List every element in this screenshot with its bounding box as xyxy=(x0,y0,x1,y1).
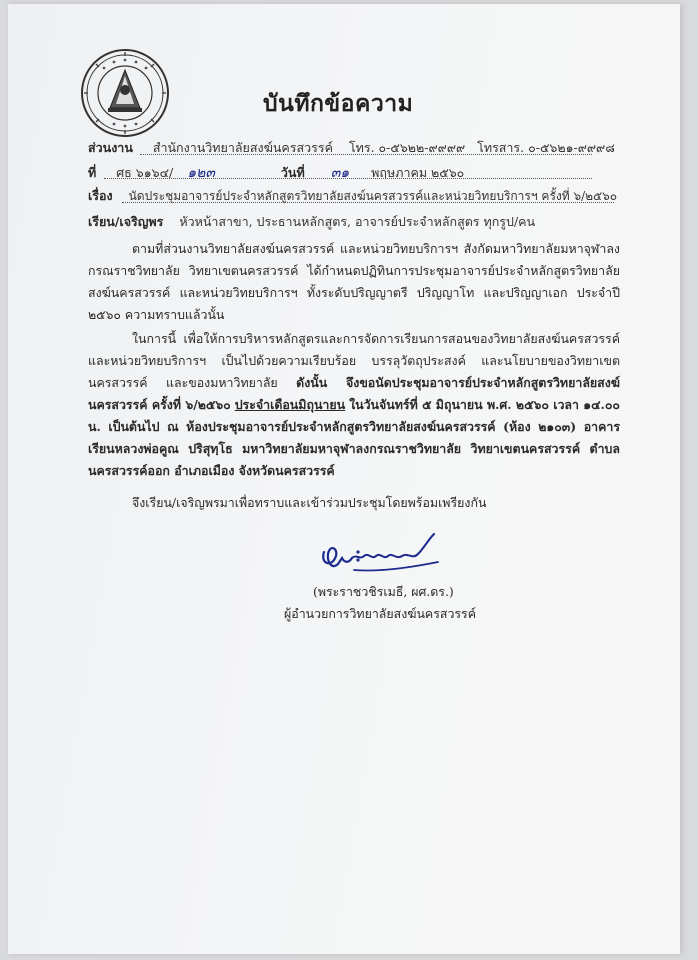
paragraph-meeting xyxy=(88,328,620,482)
paragraph-2-intro: ในการนี้ เพื่อให้การบริหารหลักสูตรและการจัดการเรียนการสอนของวิทยาลัยสงฆ์นครสวรรค์และหน่วยวิทยบริการฯ เป็นไปด้วยความเรียบร้อย บรรลุวัตถุประสงค์ และนโยบายของวิทยาเขตนครสวรรค์ และของมหาวิทยาลัย xyxy=(88,331,620,390)
date-label: วันที่ xyxy=(280,165,305,180)
subject-value: นัดประชุมอาจารย์ประจำหลักสูตรวิทยาลัยสงฆ์นครสวรรค์และหน่วยวิทยบริการฯ ครั้งที่ ๖/๒๕๖๐ xyxy=(128,189,618,203)
recipient-row xyxy=(88,212,535,232)
signatory-position: ผู้อำนวยการวิทยาลัยสงฆ์นครสวรรค์ xyxy=(284,606,477,621)
subject-row xyxy=(88,186,617,206)
recipient-value: หัวหน้าสาขา, ประธานหลักสูตร, อาจารย์ประจำหลักสูตร ทุกรูป/คน xyxy=(179,214,536,229)
paragraph-2-month: ประจำเดือนมิถุนายน xyxy=(234,397,346,412)
ref-underline xyxy=(104,178,592,179)
subject-underline xyxy=(122,202,614,203)
fax-number: โทรสาร. ๐-๕๖๒๑-๙๙๙๘ xyxy=(477,140,615,155)
section-value: สำนักงานวิทยาลัยสงฆ์นครสวรรค์ xyxy=(152,140,333,155)
ref-value: ศธ ๖๑๖๔/ xyxy=(116,165,174,180)
subject-label: เรื่อง xyxy=(88,188,113,203)
recipient-label: เรียน/เจริญพร xyxy=(88,214,164,229)
section-row xyxy=(88,138,615,158)
handwritten-signature xyxy=(318,530,446,580)
section-underline xyxy=(140,154,592,155)
phone-number: โทร. ๐-๕๖๒๒-๙๙๙๙ xyxy=(348,140,466,155)
section-label: ส่วนงาน xyxy=(88,140,133,155)
ref-label: ที่ xyxy=(88,165,97,180)
paragraph-background xyxy=(88,238,620,326)
date-value: พฤษภาคม ๒๕๖๐ xyxy=(371,165,465,180)
paragraph-2-meeting-call: ดังนั้น จึงขอนัดประชุมอาจารย์ประจำหลักสูตรวิทยาลัยสงฆ์นครสวรรค์ ครั้งที่ ๖/๒๕๖๐ xyxy=(88,375,620,412)
paragraph-closing xyxy=(88,492,620,514)
university-seal xyxy=(80,48,170,138)
signatory-name: (พระราชวชิรเมธี, ผศ.ดร.) xyxy=(313,584,454,599)
ref-date-row xyxy=(88,162,464,184)
paragraph-3-text: จึงเรียน/เจริญพรมาเพื่อทราบและเข้าร่วมประชุมโดยพร้อมเพรียงกัน xyxy=(132,495,487,510)
paragraph-1-text: ตามที่ส่วนงานวิทยาลัยสงฆ์นครสวรรค์ และหน่วยวิทยบริการฯ สังกัดมหาวิทยาลัยมหาจุฬาลงกรณราชวิทยาลัย วิทยาเขตนครสวรรค์ ได้กำหนดปฏิทินการประชุมอาจารย์ประจำหลักสูตรวิทยาลัยสงฆ์นครสวรรค์ และหน่วยวิทยบริการฯ ทั้งระดับปริญญาตรี ปริญญาโท และปริญญาเอก ประจำปี ๒๕๖๐ ความทราบแล้วนั้น xyxy=(88,241,620,322)
date-handwritten-day: ๓๑ xyxy=(330,165,350,181)
memo-title: บันทึกข้อความ xyxy=(263,90,414,117)
paragraph-2-details: ในวันจันทร์ที่ ๕ มิถุนายน พ.ศ. ๒๕๖๐ เวลา ๑๔.๐๐ น. เป็นต้นไป ณ ห้องประชุมอาจารย์ประจำหลักสูตรวิทยาลัยสงฆ์นครสวรรค์ (ห้อง ๒๑๐๓) อาคารเรียนหลวงพ่อคูณ ปริสุทฺโธ มหาวิทยาลัยมหาจุฬาลงกรณราชวิทยาลัย วิทยาเขตนครสวรรค์ ตำบลนครสวรรค์ออก อำเภอเมือง จังหวัดนครสวรรค์ xyxy=(88,397,620,478)
ref-handwritten-number: ๑๒๓ xyxy=(187,165,215,181)
